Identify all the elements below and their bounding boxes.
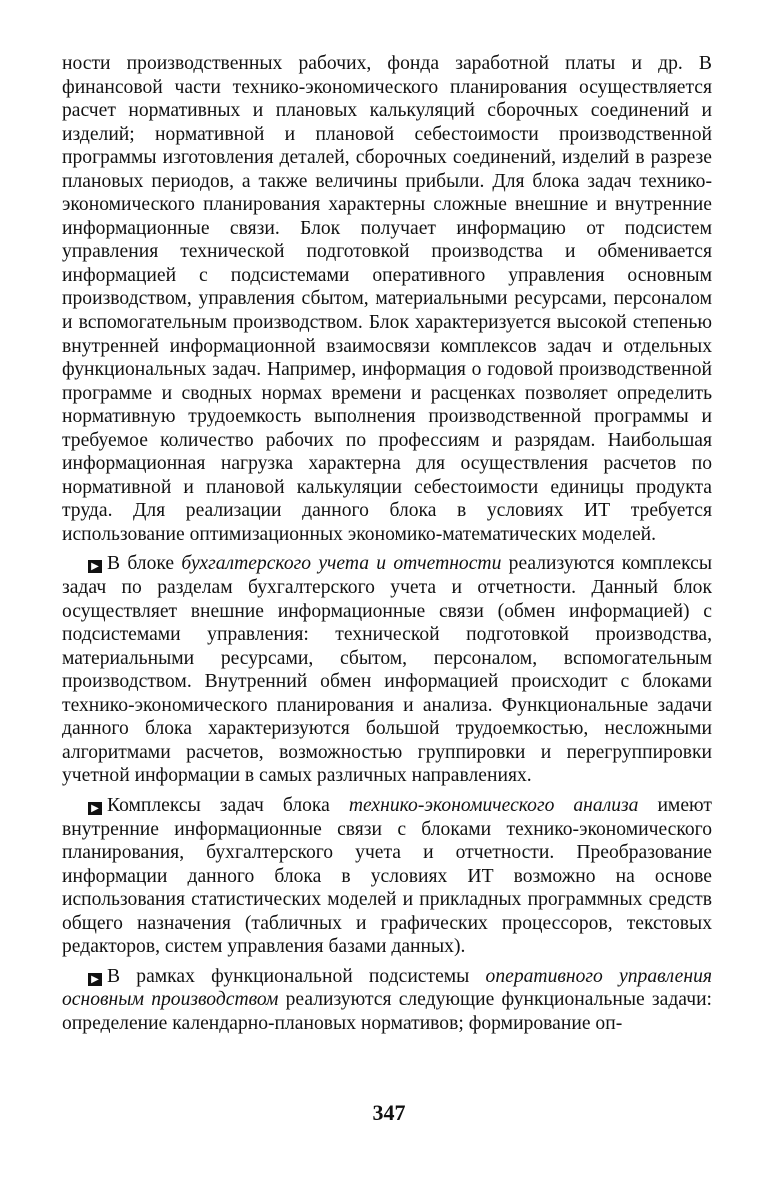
paragraph-body: реализуются следующие функциональные задачи: определение календарно-плановых нормативов; формирование оп-: [62, 989, 712, 1034]
page-body: [62, 52, 712, 1035]
paragraph-body: имеют внутренние информационные связи с блоками технико-экономического планирования, бухгалтерского учета и отчетности. Преобразование информации данного блока в условиях ИТ возможно на основе использования статистических моделей и прикладных программных средств общего назначения (табличных и графических процессоров, текстовых редакторов, систем управления базами данных).: [62, 794, 712, 958]
paragraph-emphasis: бухгалтерского учета и отчетности: [181, 553, 502, 575]
paragraph-lead: В рамках функциональной подсистемы: [107, 965, 486, 987]
paragraph-marker-icon: ▶: [88, 560, 102, 573]
paragraph-marker-icon: ▶: [88, 973, 102, 986]
paragraph-emphasis: технико-экономического анализа: [348, 794, 639, 816]
paragraph-analysis: [62, 794, 712, 959]
paragraph-lead: Комплексы задач блока: [107, 794, 349, 816]
paragraph-emphasis: оперативного управления основным производством: [62, 965, 713, 1011]
page-number: 347: [372, 1100, 406, 1125]
paragraph-marker-icon: ▶: [88, 802, 102, 815]
paragraph-accounting: [62, 552, 712, 787]
paragraph-continuation: ности производственных рабочих, фонда заработной платы и др. В финансовой части технико-экономического планирования осуществляется расчет нормативных и плановых калькуляций сборочных соединений и изделий; нормативной и плановой себестоимости производственной программы изготовления деталей, сборочных соединений, изделий в разрезе плановых периодов, а также величины прибыли. Для блока задач технико-экономического планирования характерны сложные внешние и внутренние информационные связи. Блок получает информацию от подсистем управления технической подготовкой производства и обменивается информацией с подсистемами оперативного управления основным производством, управления сбытом, материальными ресурсами, персоналом и вспомогательным производством. Блок характеризуется высокой степенью внутренней информационной взаимосвязи комплексов задач и отдельных функциональных задач. Например, информация о годовой производственной программе и сводных нормах времени и расценках позволяет определить нормативную трудоемкость выполнения производственной программы и требуемое количество рабочих по профессиям и разрядам. Наибольшая информационная нагрузка характерна для осуществления расчетов по нормативной и плановой калькуляции себестоимости единицы продукта труда. Для реализации данного блока в условиях ИТ требуется использование оптимизационных экономико-математических моделей.: [62, 53, 712, 545]
paragraph-lead: В блоке: [107, 553, 182, 575]
paragraph-operations: [62, 965, 712, 1036]
paragraph-body: реализуются комплексы задач по разделам бухгалтерского учета и отчетности. Данный блок осуществляет внешние информационные связи (обмен информацией) с подсистемами управления: технической подготовкой производства, материальными ресурсами, сбытом, персоналом, вспомогательным производством. Внутренний обмен информацией происходит с блоками технико-экономического планирования и анализа. Функциональные задачи данного блока характеризуются большой трудоемкостью, несложными алгоритмами расчетов, возможностью группировки и перегруппировки учетной информации в самых различных направлениях.: [62, 553, 712, 787]
